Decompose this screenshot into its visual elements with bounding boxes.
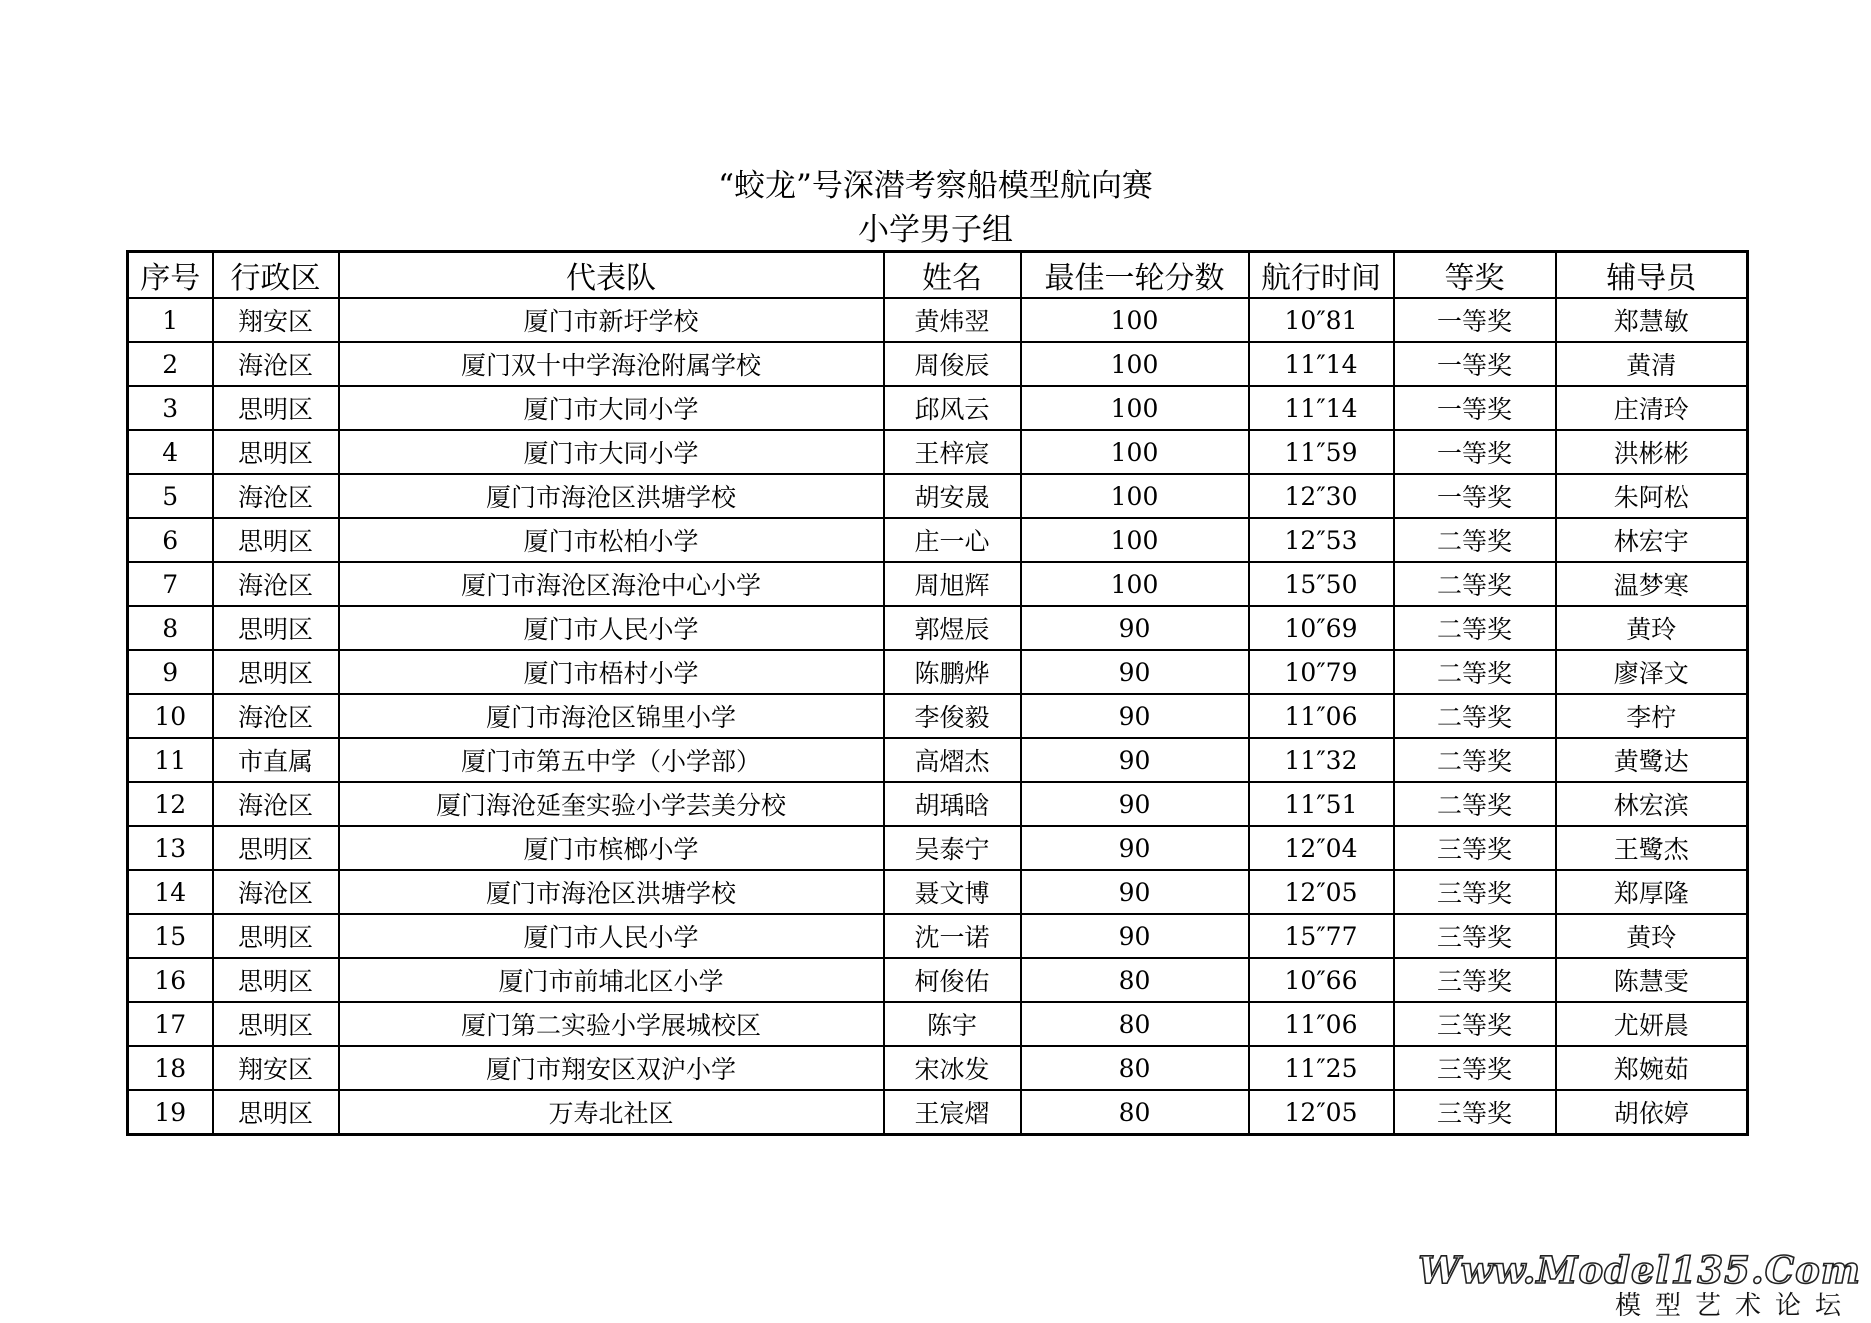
table-cell: 思明区 (213, 430, 339, 474)
table-cell: 100 (1021, 518, 1249, 562)
table-cell: 80 (1021, 1046, 1249, 1090)
table-cell: 100 (1021, 430, 1249, 474)
table-cell: 林宏滨 (1556, 782, 1748, 826)
page-subtitle: 小学男子组 (858, 212, 1013, 248)
table-cell: 90 (1021, 870, 1249, 914)
table-cell: 11″14 (1249, 342, 1394, 386)
table-cell: 海沧区 (213, 562, 339, 606)
table-row (128, 1090, 1748, 1135)
column-header: 等奖 (1394, 252, 1556, 299)
table-cell: 12″04 (1249, 826, 1394, 870)
table-cell: 郭煜辰 (884, 606, 1021, 650)
table-cell: 一等奖 (1394, 386, 1556, 430)
table-row (128, 1046, 1748, 1090)
table-cell: 王鹭杰 (1556, 826, 1748, 870)
table-body (128, 298, 1748, 1135)
table-cell: 三等奖 (1394, 1002, 1556, 1046)
table-cell: 80 (1021, 958, 1249, 1002)
table-cell: 李柠 (1556, 694, 1748, 738)
table-cell: 80 (1021, 1002, 1249, 1046)
table-cell: 沈一诺 (884, 914, 1021, 958)
table-cell: 10″81 (1249, 298, 1394, 342)
table-cell: 12″30 (1249, 474, 1394, 518)
table-cell: 100 (1021, 298, 1249, 342)
table-cell: 周旭辉 (884, 562, 1021, 606)
column-header: 最佳一轮分数 (1021, 252, 1249, 299)
table-cell: 11″51 (1249, 782, 1394, 826)
table-row (128, 870, 1748, 914)
table-cell: 18 (128, 1046, 213, 1090)
table-row (128, 782, 1748, 826)
table-cell: 一等奖 (1394, 474, 1556, 518)
table-cell: 李俊毅 (884, 694, 1021, 738)
table-cell: 聂文博 (884, 870, 1021, 914)
table-cell: 王宸熠 (884, 1090, 1021, 1135)
table-cell: 柯俊佑 (884, 958, 1021, 1002)
table-row (128, 1002, 1748, 1046)
table-cell: 100 (1021, 474, 1249, 518)
table-cell: 10 (128, 694, 213, 738)
table-cell: 11″06 (1249, 694, 1394, 738)
table-cell: 90 (1021, 606, 1249, 650)
table-cell: 厦门市海沧区海沧中心小学 (339, 562, 884, 606)
table-cell: 万寿北社区 (339, 1090, 884, 1135)
table-cell: 15″77 (1249, 914, 1394, 958)
table-cell: 厦门市新圩学校 (339, 298, 884, 342)
table-cell: 市直属 (213, 738, 339, 782)
table-cell: 黄玲 (1556, 914, 1748, 958)
table-cell: 朱阿松 (1556, 474, 1748, 518)
table-cell: 思明区 (213, 386, 339, 430)
table-cell: 林宏宇 (1556, 518, 1748, 562)
table-cell: 三等奖 (1394, 1046, 1556, 1090)
table-cell: 2 (128, 342, 213, 386)
table-cell: 胡依婷 (1556, 1090, 1748, 1135)
table-cell: 90 (1021, 694, 1249, 738)
table-cell: 邱风云 (884, 386, 1021, 430)
table-cell: 陈慧雯 (1556, 958, 1748, 1002)
table-cell: 14 (128, 870, 213, 914)
table-cell: 海沧区 (213, 870, 339, 914)
table-cell: 思明区 (213, 826, 339, 870)
table-cell: 厦门市翔安区双沪小学 (339, 1046, 884, 1090)
table-cell: 6 (128, 518, 213, 562)
table-cell: 二等奖 (1394, 782, 1556, 826)
page-title: “蛟龙”号深潜考察船模型航向赛 (718, 168, 1153, 204)
table-row (128, 430, 1748, 474)
table-cell: 90 (1021, 914, 1249, 958)
table-cell: 12 (128, 782, 213, 826)
header-row (128, 252, 1748, 299)
table-cell: 12″53 (1249, 518, 1394, 562)
table-cell: 思明区 (213, 1002, 339, 1046)
table-cell: 厦门海沧延奎实验小学芸美分校 (339, 782, 884, 826)
table-cell: 三等奖 (1394, 958, 1556, 1002)
table-cell: 思明区 (213, 958, 339, 1002)
table-cell: 庄清玲 (1556, 386, 1748, 430)
table-cell: 周俊辰 (884, 342, 1021, 386)
table-cell: 10″66 (1249, 958, 1394, 1002)
table-cell: 13 (128, 826, 213, 870)
table-cell: 陈宇 (884, 1002, 1021, 1046)
table-cell: 翔安区 (213, 298, 339, 342)
table-cell: 海沧区 (213, 694, 339, 738)
table-cell: 洪彬彬 (1556, 430, 1748, 474)
table-cell: 15″50 (1249, 562, 1394, 606)
table-cell: 黄炜翌 (884, 298, 1021, 342)
table-row (128, 606, 1748, 650)
table-cell: 16 (128, 958, 213, 1002)
table-row (128, 958, 1748, 1002)
table-cell: 厦门市前埔北区小学 (339, 958, 884, 1002)
table-cell: 90 (1021, 782, 1249, 826)
table-cell: 厦门市梧村小学 (339, 650, 884, 694)
table-cell: 11 (128, 738, 213, 782)
table-cell: 厦门双十中学海沧附属学校 (339, 342, 884, 386)
column-header: 行政区 (213, 252, 339, 299)
table-cell: 5 (128, 474, 213, 518)
table-row (128, 650, 1748, 694)
table-cell: 100 (1021, 342, 1249, 386)
table-cell: 4 (128, 430, 213, 474)
table-cell: 11″14 (1249, 386, 1394, 430)
table-row (128, 694, 1748, 738)
table-cell: 厦门市大同小学 (339, 386, 884, 430)
table-cell: 黄玲 (1556, 606, 1748, 650)
table-cell: 厦门市海沧区洪塘学校 (339, 870, 884, 914)
watermark (1418, 1250, 1861, 1322)
table-cell: 12″05 (1249, 1090, 1394, 1135)
table-cell: 王梓宸 (884, 430, 1021, 474)
table-cell: 三等奖 (1394, 870, 1556, 914)
table-cell: 一等奖 (1394, 298, 1556, 342)
table-cell: 90 (1021, 738, 1249, 782)
table-row (128, 298, 1748, 342)
table-cell: 厦门市海沧区洪塘学校 (339, 474, 884, 518)
table-row (128, 914, 1748, 958)
table-row (128, 474, 1748, 518)
watermark-url: Www.Model135.Com (1418, 1248, 1861, 1292)
column-header: 辅导员 (1556, 252, 1748, 299)
table-cell: 7 (128, 562, 213, 606)
table-cell: 厦门市槟榔小学 (339, 826, 884, 870)
table-cell: 陈鹏烨 (884, 650, 1021, 694)
table-cell: 9 (128, 650, 213, 694)
table-cell: 海沧区 (213, 474, 339, 518)
table-cell: 思明区 (213, 518, 339, 562)
table-cell: 80 (1021, 1090, 1249, 1135)
table-cell: 二等奖 (1394, 738, 1556, 782)
table-cell: 尤妍晨 (1556, 1002, 1748, 1046)
table-cell: 思明区 (213, 914, 339, 958)
table-cell: 100 (1021, 562, 1249, 606)
table-cell: 15 (128, 914, 213, 958)
table-row (128, 826, 1748, 870)
table-cell: 厦门市人民小学 (339, 606, 884, 650)
table-cell: 厦门市第五中学（小学部） (339, 738, 884, 782)
table-cell: 100 (1021, 386, 1249, 430)
table-row (128, 342, 1748, 386)
table-cell: 一等奖 (1394, 342, 1556, 386)
table-cell: 11″06 (1249, 1002, 1394, 1046)
table-cell: 高熠杰 (884, 738, 1021, 782)
table-cell: 17 (128, 1002, 213, 1046)
table-cell: 10″69 (1249, 606, 1394, 650)
table-cell: 1 (128, 298, 213, 342)
table-cell: 90 (1021, 826, 1249, 870)
table-cell: 厦门市人民小学 (339, 914, 884, 958)
table-row (128, 562, 1748, 606)
table-cell: 思明区 (213, 650, 339, 694)
table-cell: 黄清 (1556, 342, 1748, 386)
table-cell: 胡安晟 (884, 474, 1021, 518)
table-cell: 二等奖 (1394, 650, 1556, 694)
table-cell: 厦门市松柏小学 (339, 518, 884, 562)
column-header: 代表队 (339, 252, 884, 299)
watermark-name: 模型艺术论坛 (1614, 1291, 1855, 1321)
table-cell: 11″25 (1249, 1046, 1394, 1090)
table-cell: 10″79 (1249, 650, 1394, 694)
table-cell: 二等奖 (1394, 606, 1556, 650)
column-header: 航行时间 (1249, 252, 1394, 299)
table-cell: 8 (128, 606, 213, 650)
table-cell: 宋冰发 (884, 1046, 1021, 1090)
column-header: 序号 (128, 252, 213, 299)
column-header: 姓名 (884, 252, 1021, 299)
table-cell: 一等奖 (1394, 430, 1556, 474)
table-cell: 12″05 (1249, 870, 1394, 914)
table-cell: 思明区 (213, 1090, 339, 1135)
table-cell: 郑厚隆 (1556, 870, 1748, 914)
table-cell: 吴泰宁 (884, 826, 1021, 870)
table-row (128, 518, 1748, 562)
table-header (128, 252, 1748, 299)
table-cell: 胡瑀晗 (884, 782, 1021, 826)
table-cell: 厦门市大同小学 (339, 430, 884, 474)
table-cell: 郑婉茹 (1556, 1046, 1748, 1090)
table-cell: 11″32 (1249, 738, 1394, 782)
results-table (126, 250, 1749, 1136)
table-cell: 海沧区 (213, 342, 339, 386)
table-cell: 3 (128, 386, 213, 430)
table-cell: 11″59 (1249, 430, 1394, 474)
table-cell: 黄鹭达 (1556, 738, 1748, 782)
table-cell: 三等奖 (1394, 826, 1556, 870)
table-cell: 三等奖 (1394, 1090, 1556, 1135)
table-cell: 廖泽文 (1556, 650, 1748, 694)
table-cell: 郑慧敏 (1556, 298, 1748, 342)
table-cell: 厦门第二实验小学展城校区 (339, 1002, 884, 1046)
table-cell: 厦门市海沧区锦里小学 (339, 694, 884, 738)
table-cell: 二等奖 (1394, 694, 1556, 738)
table-row (128, 738, 1748, 782)
table-cell: 海沧区 (213, 782, 339, 826)
table-cell: 温梦寒 (1556, 562, 1748, 606)
table-cell: 翔安区 (213, 1046, 339, 1090)
table-cell: 二等奖 (1394, 518, 1556, 562)
table-cell: 三等奖 (1394, 914, 1556, 958)
table-cell: 90 (1021, 650, 1249, 694)
table-row (128, 386, 1748, 430)
table-cell: 二等奖 (1394, 562, 1556, 606)
table-cell: 庄一心 (884, 518, 1021, 562)
table-cell: 19 (128, 1090, 213, 1135)
table-cell: 思明区 (213, 606, 339, 650)
